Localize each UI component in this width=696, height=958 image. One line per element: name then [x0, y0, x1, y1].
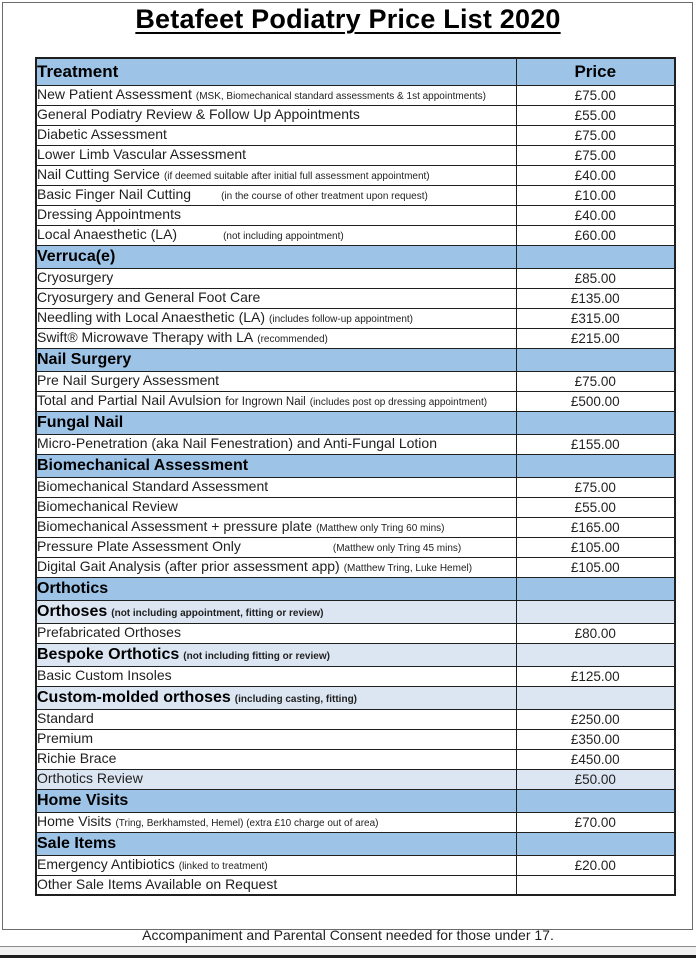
- treatment-name: Orthotics Review: [37, 770, 143, 786]
- treatment-note: (Tring, Berkhamsted, Hemel) (extra £10 charge out of area): [115, 818, 379, 829]
- treatment-cell: [36, 454, 516, 477]
- treatment-note: (Matthew Tring, Luke Hemel): [343, 563, 473, 574]
- treatment-cell: [36, 709, 516, 729]
- section-title: Biomechanical Assessment: [37, 456, 249, 474]
- treatment-name: Nail Cutting Service: [37, 166, 160, 182]
- table-row: [36, 666, 675, 686]
- treatment-cell: [36, 832, 516, 855]
- price-cell: £50.00: [516, 769, 675, 789]
- table-row: [36, 371, 675, 391]
- treatment-name: Prefabricated Orthoses: [37, 624, 181, 640]
- price-cell: £75.00: [516, 477, 675, 497]
- table-row: [36, 517, 675, 537]
- price-cell: £350.00: [516, 729, 675, 749]
- treatment-note: (not including fitting or review): [183, 650, 330, 662]
- price-cell: [516, 686, 675, 709]
- treatment-name: Emergency Antibiotics: [37, 856, 175, 872]
- treatment-note: (linked to treatment): [178, 861, 268, 872]
- table-row: [36, 268, 675, 288]
- footer-note: Accompaniment and Parental Consent needed for those under 17.: [142, 927, 554, 943]
- section-title: Home Visits: [37, 791, 129, 809]
- table-row: [36, 729, 675, 749]
- treatment-note: (not including appointment, fitting or review): [111, 607, 324, 619]
- treatment-cell: [36, 328, 516, 348]
- treatment-name: Premium: [37, 730, 94, 746]
- section-header-row: [36, 348, 675, 371]
- price-cell: £500.00: [516, 391, 675, 411]
- table-row: [36, 391, 675, 411]
- price-cell: £75.00: [516, 371, 675, 391]
- price-cell: £215.00: [516, 328, 675, 348]
- treatment-name: Lower Limb Vascular Assessment: [37, 146, 247, 162]
- treatment-cell: [36, 85, 516, 105]
- treatment-name: Needling with Local Anaesthetic (LA): [37, 309, 266, 325]
- section-title: Nail Surgery: [37, 350, 132, 368]
- price-cell: [516, 789, 675, 812]
- treatment-cell: [36, 623, 516, 643]
- table-row: [36, 165, 675, 185]
- treatment-cell: [36, 205, 516, 225]
- treatment-cell: [36, 729, 516, 749]
- table-row: [36, 812, 675, 832]
- price-cell: £250.00: [516, 709, 675, 729]
- treatment-cell: [36, 789, 516, 812]
- page-title: Betafeet Podiatry Price List 2020: [135, 4, 561, 34]
- treatment-cell: [36, 105, 516, 125]
- treatment-cell: [36, 371, 516, 391]
- section-header-row: [36, 832, 675, 855]
- section-title: Custom-molded orthoses: [37, 688, 231, 706]
- price-cell: £315.00: [516, 308, 675, 328]
- treatment-cell: [36, 288, 516, 308]
- treatment-name: Micro-Penetration (aka Nail Fenestration) and Anti-Fungal Lotion: [37, 435, 437, 451]
- price-cell: £55.00: [516, 497, 675, 517]
- treatment-note: (Matthew only Tring 45 mins): [332, 543, 462, 554]
- treatment-name: New Patient Assessment: [37, 86, 192, 102]
- treatment-name: Biomechanical Assessment + pressure plate: [37, 518, 313, 534]
- treatment-note: (includes post op dressing appointment): [309, 397, 488, 408]
- treatment-name: Cryosurgery and General Foot Care: [37, 289, 261, 305]
- table-row: [36, 288, 675, 308]
- subsection-header-row: [36, 600, 675, 623]
- price-cell: £105.00: [516, 557, 675, 577]
- table-row: [36, 709, 675, 729]
- treatment-name: Other Sale Items Available on Request: [37, 875, 278, 892]
- treatment-note: (Matthew only Tring 60 mins): [316, 523, 445, 534]
- price-cell: £135.00: [516, 288, 675, 308]
- column-header-treatment: Treatment: [36, 58, 516, 85]
- section-title: Verruca(e): [37, 247, 116, 265]
- table-row: [36, 225, 675, 245]
- treatment-cell: [36, 434, 516, 454]
- price-cell: £85.00: [516, 268, 675, 288]
- section-title: Bespoke Orthotics: [37, 645, 180, 663]
- treatment-cell: [36, 185, 516, 205]
- section-title: Sale Items: [37, 834, 117, 852]
- treatment-cell: [36, 643, 516, 666]
- table-row: [36, 477, 675, 497]
- treatment-cell: [36, 348, 516, 371]
- table-row: [36, 328, 675, 348]
- treatment-cell: [36, 600, 516, 623]
- treatment-note: (in the course of other treatment upon request): [221, 191, 428, 202]
- subsection-header-row: [36, 686, 675, 709]
- treatment-cell: [36, 686, 516, 709]
- price-cell: [516, 411, 675, 434]
- treatment-cell: [36, 749, 516, 769]
- treatment-cell: [36, 391, 516, 411]
- price-cell: £75.00: [516, 125, 675, 145]
- treatment-cell: [36, 245, 516, 268]
- price-cell: £40.00: [516, 205, 675, 225]
- treatment-cell: [36, 577, 516, 600]
- table-row: [36, 875, 675, 895]
- table-row: [36, 537, 675, 557]
- table-row: [36, 855, 675, 875]
- price-cell: [516, 245, 675, 268]
- price-cell: £105.00: [516, 537, 675, 557]
- column-header-price: Price: [516, 58, 675, 85]
- table-row: [36, 105, 675, 125]
- table-row: [36, 85, 675, 105]
- treatment-name: Home Visits: [37, 813, 112, 829]
- treatment-note: (if deemed suitable after initial full assessment appointment): [163, 171, 430, 182]
- treatment-cell: [36, 165, 516, 185]
- table-row: [36, 308, 675, 328]
- price-cell: £10.00: [516, 185, 675, 205]
- table-row: [36, 434, 675, 454]
- treatment-cell: [36, 875, 516, 895]
- table-header-row: [36, 58, 675, 85]
- treatment-note: (MSK, Biomechanical standard assessments & 1st appointments): [195, 91, 486, 102]
- section-title: Orthoses: [37, 602, 108, 620]
- treatment-cell: [36, 812, 516, 832]
- section-title: Fungal Nail: [37, 413, 124, 431]
- treatment-cell: [36, 557, 516, 577]
- price-cell: [516, 643, 675, 666]
- price-cell: [516, 832, 675, 855]
- table-row: [36, 749, 675, 769]
- table-row: [36, 769, 675, 789]
- treatment-name: Standard: [37, 710, 94, 726]
- section-header-row: [36, 789, 675, 812]
- treatment-name: Basic Custom Insoles: [37, 667, 172, 683]
- treatment-cell: [36, 855, 516, 875]
- table-row: [36, 557, 675, 577]
- price-cell: £20.00: [516, 855, 675, 875]
- section-header-row: [36, 411, 675, 434]
- treatment-name: General Podiatry Review & Follow Up Appointments: [37, 106, 360, 122]
- treatment-cell: [36, 666, 516, 686]
- table-row: [36, 125, 675, 145]
- treatment-note: (not including appointment): [223, 231, 344, 242]
- subsection-header-row: [36, 643, 675, 666]
- price-cell: £75.00: [516, 145, 675, 165]
- treatment-cell: [36, 225, 516, 245]
- treatment-name: Basic Finger Nail Cutting: [37, 186, 192, 202]
- treatment-name: Biomechanical Review: [37, 498, 178, 514]
- treatment-name: Digital Gait Analysis (after prior assessment app): [37, 558, 340, 574]
- treatment-cell: [36, 125, 516, 145]
- treatment-name: Pre Nail Surgery Assessment: [37, 372, 220, 388]
- treatment-name: Richie Brace: [37, 750, 117, 766]
- treatment-name: Biomechanical Standard Assessment: [37, 478, 269, 494]
- price-cell: £55.00: [516, 105, 675, 125]
- treatment-subtext: for Ingrown Nail: [225, 396, 306, 408]
- treatment-cell: [36, 145, 516, 165]
- treatment-cell: [36, 769, 516, 789]
- price-cell: £40.00: [516, 165, 675, 185]
- treatment-name: Swift® Microwave Therapy with LA: [37, 329, 254, 345]
- price-cell: £165.00: [516, 517, 675, 537]
- price-cell: [516, 577, 675, 600]
- treatment-name: Local Anaesthetic (LA): [37, 226, 178, 242]
- price-table: [35, 57, 676, 896]
- price-table-body: [36, 85, 675, 895]
- price-cell: £60.00: [516, 225, 675, 245]
- table-row: [36, 205, 675, 225]
- treatment-name: Cryosurgery: [37, 269, 114, 285]
- treatment-name: Total and Partial Nail Avulsion: [37, 392, 222, 408]
- table-row: [36, 497, 675, 517]
- treatment-name: Diabetic Assessment: [37, 126, 167, 142]
- treatment-cell: [36, 477, 516, 497]
- treatment-cell: [36, 308, 516, 328]
- price-cell: £75.00: [516, 85, 675, 105]
- price-cell: £155.00: [516, 434, 675, 454]
- treatment-cell: [36, 537, 516, 557]
- treatment-note: (recommended): [257, 334, 328, 345]
- treatment-cell: [36, 411, 516, 434]
- table-row: [36, 623, 675, 643]
- price-cell: £80.00: [516, 623, 675, 643]
- treatment-cell: [36, 268, 516, 288]
- price-cell: £125.00: [516, 666, 675, 686]
- treatment-note: (including casting, fitting): [234, 693, 358, 705]
- section-title: Orthotics: [37, 579, 109, 597]
- price-table-container: [35, 57, 676, 896]
- price-cell: [516, 875, 675, 895]
- treatment-name: Dressing Appointments: [37, 206, 181, 222]
- section-header-row: [36, 454, 675, 477]
- price-cell: £450.00: [516, 749, 675, 769]
- treatment-cell: [36, 497, 516, 517]
- price-cell: [516, 600, 675, 623]
- price-cell: £70.00: [516, 812, 675, 832]
- treatment-note: (includes follow-up appointment): [269, 314, 413, 325]
- treatment-name: Pressure Plate Assessment Only: [37, 538, 241, 554]
- section-header-row: [36, 245, 675, 268]
- section-header-row: [36, 577, 675, 600]
- table-row: [36, 185, 675, 205]
- treatment-cell: [36, 517, 516, 537]
- table-row: [36, 145, 675, 165]
- price-cell: [516, 348, 675, 371]
- window-bottom-strip: [0, 946, 696, 958]
- price-cell: [516, 454, 675, 477]
